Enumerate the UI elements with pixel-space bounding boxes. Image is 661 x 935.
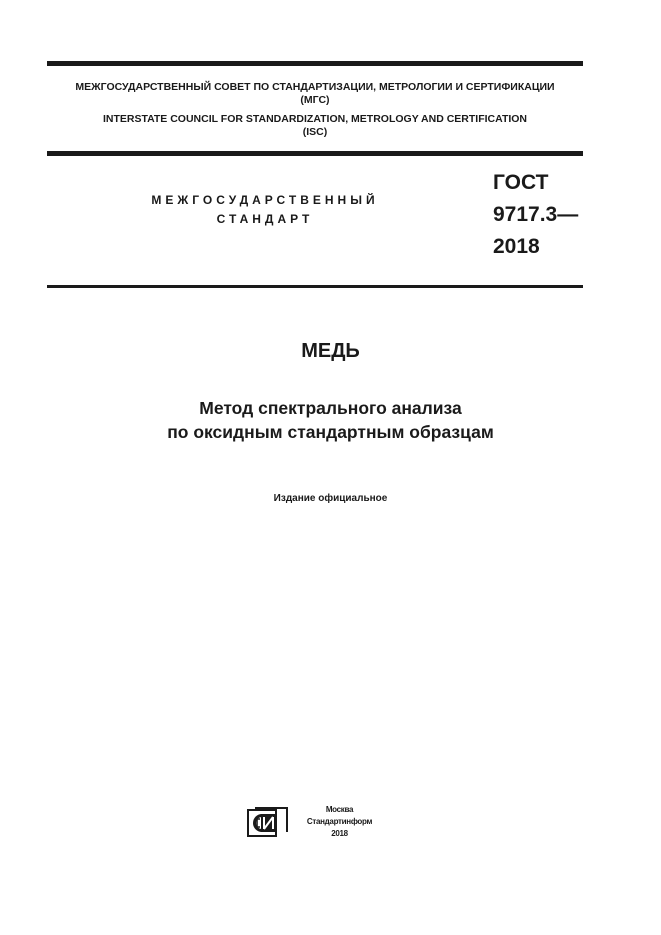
top-rule <box>47 61 583 66</box>
council-en-line1: INTERSTATE COUNCIL FOR STANDARDIZATION, METROLOGY AND CERTIFICATION <box>102 113 528 125</box>
publisher-year: 2018 <box>331 829 348 838</box>
designation-line2: 9717.3— <box>493 203 579 226</box>
document-title: МЕДЬ <box>301 340 360 362</box>
council-name-ru <box>47 81 583 107</box>
bottom-rule <box>47 285 583 288</box>
council-en-line2: (ISC) <box>302 126 328 138</box>
middle-rule <box>47 151 583 156</box>
subtitle-line1: Метод спектрального анализа <box>199 398 462 418</box>
council-ru-line2: (МГС) <box>300 94 330 106</box>
designation-line1: ГОСТ <box>493 171 549 194</box>
standard-type-line1: МЕЖГОСУДАРСТВЕННЫЙ <box>151 193 379 207</box>
document-subtitle <box>0 396 661 444</box>
edition-label: Издание официальное <box>273 493 388 504</box>
council-name-en <box>47 113 583 139</box>
standard-type-line2: СТАНДАРТ <box>216 212 314 226</box>
council-ru-line1: МЕЖГОСУДАРСТВЕННЫЙ СОВЕТ ПО СТАНДАРТИЗАЦИИ, МЕТРОЛОГИИ И СЕРТИФИКАЦИИ <box>75 81 555 93</box>
designation-line3: 2018 <box>493 235 540 258</box>
publisher-block <box>297 804 382 840</box>
standartinform-logo-icon <box>247 806 289 838</box>
subtitle-line2: по оксидным стандартным образцам <box>167 422 494 442</box>
standard-designation <box>493 167 578 263</box>
publisher-name: Стандартинформ <box>306 817 373 826</box>
publisher-city: Москва <box>325 805 354 814</box>
